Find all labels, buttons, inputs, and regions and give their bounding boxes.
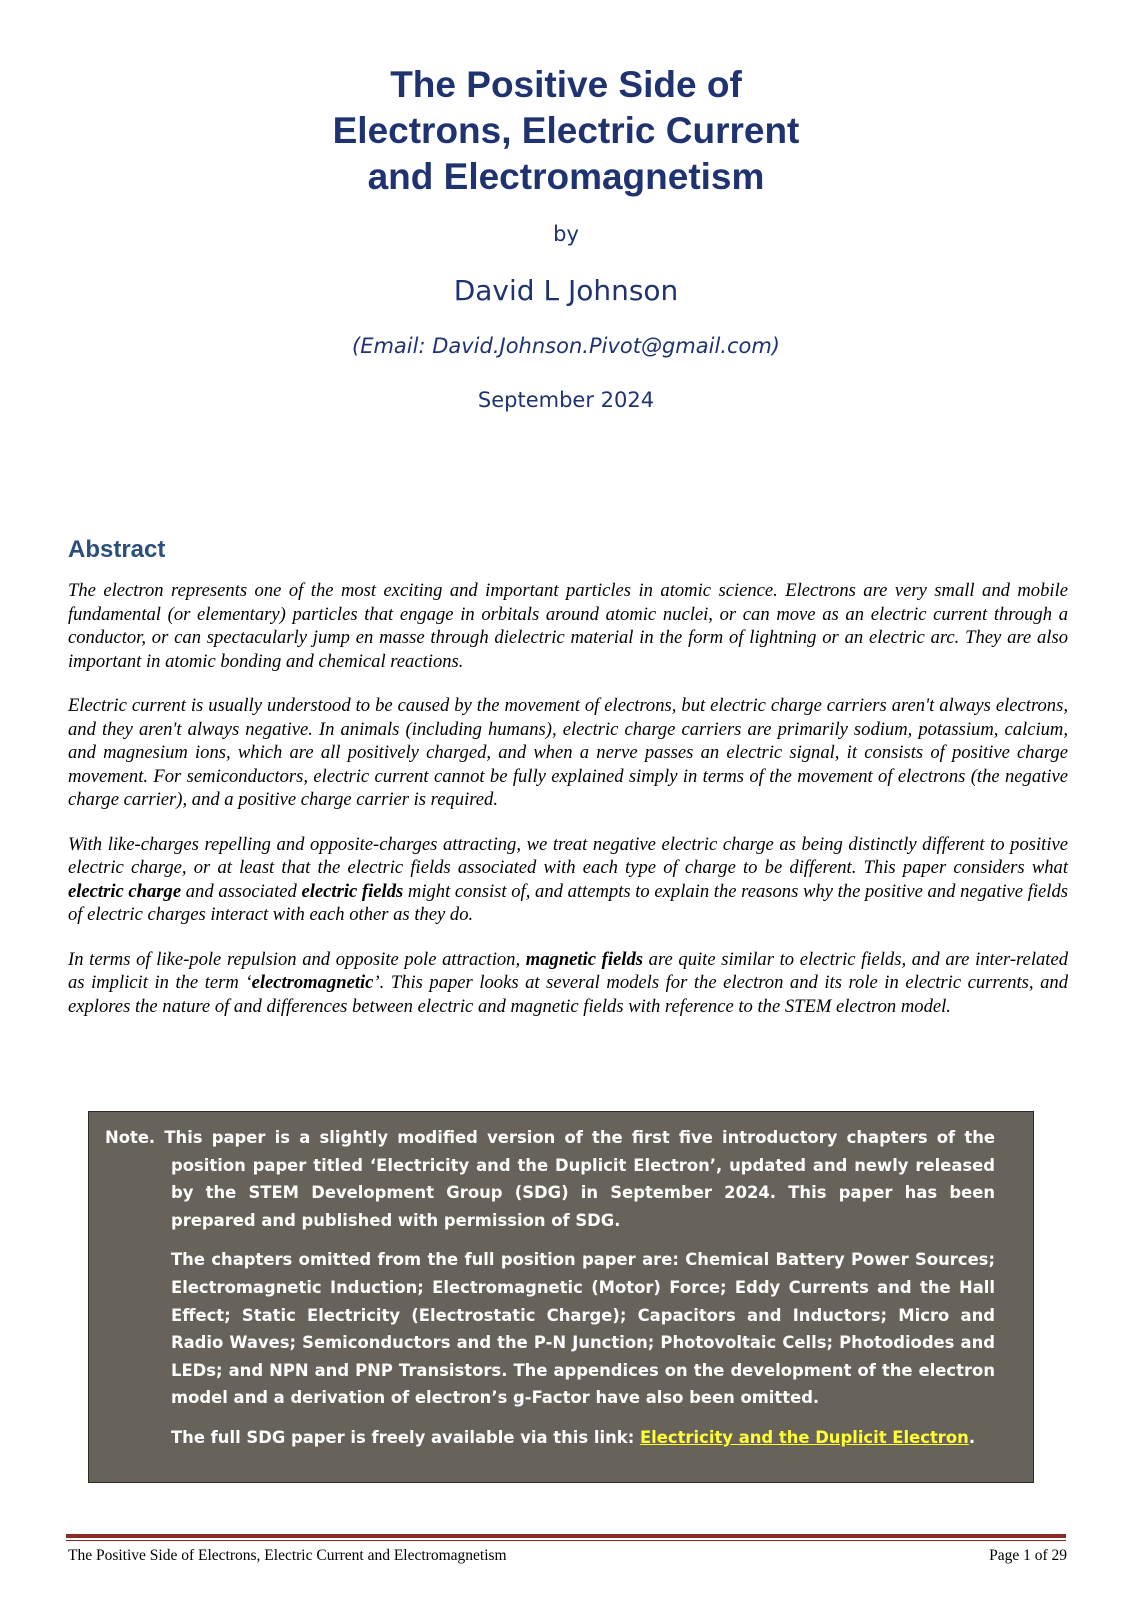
- duplicit-electron-link[interactable]: Electricity and the Duplicit Electron: [639, 1427, 969, 1447]
- abstract-p4-term-electromagnetic: electromagnetic: [251, 972, 374, 993]
- abstract-p3-text-a: With like-charges repelling and opposite-charges attracting, we treat negative electric charge as being distinctly different to positive electric charge, or at least that the electric fields associated with each type of charge to be different. This paper considers what: [68, 833, 1068, 878]
- paper-title: [0, 62, 1132, 200]
- title-line-3: and Electromagnetism: [367, 156, 765, 197]
- note-link-lead: The full SDG paper is freely available via this link:: [171, 1427, 640, 1447]
- abstract-heading: Abstract: [68, 536, 166, 563]
- abstract-paragraph-4: [68, 948, 1068, 1019]
- abstract-paragraph-3: [68, 833, 1068, 927]
- footer-rule-thin: [66, 1540, 1066, 1541]
- footer-rule-thick: [66, 1534, 1066, 1538]
- byline: by: [553, 222, 579, 246]
- footer-page-number: Page 1 of 29: [989, 1547, 1067, 1564]
- abstract-p3-term-electric-fields: electric fields: [301, 880, 404, 902]
- note-paragraph-1: Note. This paper is a slightly modified version of the first five introductory chapters of the position paper titled ‘Electricity and the Duplicit Electron’, updated and newly released by the STEM Development Group (SDG) in September 2024. This paper has been prepared and published with permission of SDG.: [105, 1128, 995, 1230]
- author-name: David L Johnson: [453, 274, 679, 307]
- publication-date: September 2024: [477, 388, 655, 412]
- abstract-p4-term-magnetic-fields: magnetic fields: [525, 948, 643, 970]
- abstract-paragraph-1: The electron represents one of the most exciting and important particles in atomic science. Electrons are very small and mobile fundamental (or elementary) particles that engage in orbitals around atomic nuclei, or can move as an electric current through a conductor, or can spectacularly jump en masse through dielectric material in the form of lightning or an electric arc. They are also important in atomic bonding and chemical reactions.: [68, 580, 1068, 672]
- abstract-p4-text-a: In terms of like-pole repulsion and opposite pole attraction,: [68, 948, 526, 970]
- title-line-1: The Positive Side of: [390, 64, 742, 105]
- abstract-body: [68, 579, 1068, 1039]
- title-line-2: Electrons, Electric Current: [332, 110, 800, 151]
- abstract-p3-text-e: might consist of, and attempts to explain the reasons why the positive and negative fields of electric charges interact with each other as they do.: [68, 880, 1069, 925]
- author-email: (Email: David.Johnson.Pivot@gmail.com): [352, 334, 780, 358]
- note-paragraph-3: [105, 1424, 995, 1452]
- abstract-p4-text-e: ’. This paper looks at several models for the electron and its role in electric currents, and explores the nature of and differences between electric and magnetic fields with reference to the STEM electron model.: [68, 972, 1068, 1017]
- footer-running-title: The Positive Side of Electrons, Electric Current and Electromagnetism: [68, 1547, 507, 1564]
- note-box: [88, 1111, 1034, 1483]
- abstract-paragraph-2: Electric current is usually understood to be caused by the movement of electrons, but electric charge carriers aren't always electrons, and they aren't always negative. In animals (including humans), electric charge carriers are primarily sodium, potassium, calcium, and magnesium ions, which are all positively charged, and when a nerve passes an electric signal, it consists of positive charge movement. For semiconductors, electric current cannot be fully explained simply in terms of the movement of electrons (the negative charge carrier), and a positive charge carrier is required.: [68, 695, 1068, 810]
- abstract-p3-text-c: and associated: [181, 880, 302, 902]
- note-link-end: .: [968, 1427, 976, 1447]
- abstract-p4-text-c: are quite similar to electric fields, and are inter-related as implicit in the term ‘: [68, 948, 1068, 993]
- abstract-p3-term-electric-charge: electric charge: [68, 880, 182, 902]
- note-paragraph-2: The chapters omitted from the full position paper are: Chemical Battery Power Sources; Electromagnetic Induction; Electromagnetic (Motor) Force; Eddy Currents and the Hall Effect; Static Electricity (Electrostatic Charge); Capacitors and Inductors; Micro and Radio Waves; Semiconductors and the P-N Junction; Photovoltaic Cells; Photodiodes and LEDs; and NPN and PNP Transistors. The appendices on the development of the electron model and a derivation of electron’s g-Factor have also been omitted.: [171, 1250, 995, 1408]
